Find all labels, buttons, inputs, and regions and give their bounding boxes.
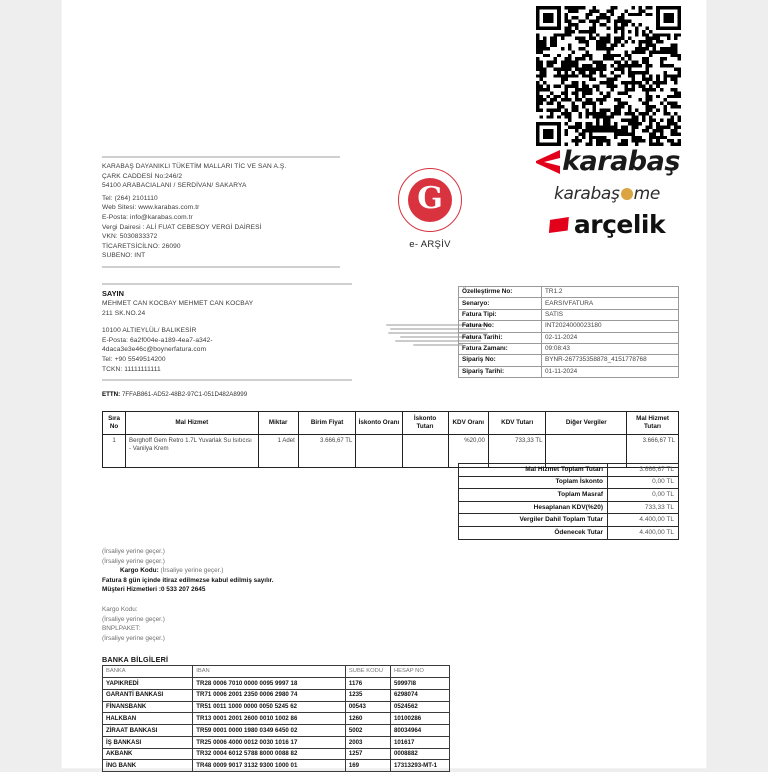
bank-branch-code: 1235 — [345, 689, 390, 701]
bank-iban: TR13 0001 2001 2600 0010 1002 86 — [193, 713, 346, 725]
bank-branch-code: 5002 — [345, 725, 390, 737]
bank-iban: TR32 0004 6012 5788 8000 0088 82 — [193, 748, 346, 760]
meta-row — [459, 343, 679, 354]
totals-label: Toplam Masraf — [459, 489, 608, 502]
meta-value: 09:08:43 — [542, 343, 679, 354]
bank-iban: TR59 0001 0000 1980 0349 6450 02 — [193, 725, 346, 737]
buyer-rule-top — [102, 283, 352, 285]
cargo-code-value: (İrsaliye yerine geçer.) — [160, 567, 224, 575]
line-item-quantity: 1 Adet — [258, 435, 298, 468]
seller-rule-bottom — [102, 266, 340, 268]
bank-name: ZİRAAT BANKASI — [103, 725, 193, 737]
bank-account-no: 101617 — [391, 736, 450, 748]
bank-row — [103, 748, 450, 760]
ettn-value: 7FFAB861-AD52-48B2-97C1-051D482A8999 — [121, 391, 248, 398]
line-item-vat-amount: 733,33 TL — [488, 435, 546, 468]
objection-notice: Fatura 8 gün içinde itiraz edilmezse kabul edilmiş sayılır. — [102, 576, 274, 584]
arcelik-wordmark: arçelik — [573, 210, 666, 239]
bank-iban: TR25 0006 4000 0012 0030 1016 17 — [193, 736, 346, 748]
meta-key: Sipariş Tarihi: — [459, 366, 542, 377]
meta-row — [459, 332, 679, 343]
bank-row — [103, 713, 450, 725]
line-item-description: Berghoff Gem Retro 1.7L Yuvarlak Su Isıtıcısı - Vanilya Krem — [126, 435, 258, 468]
totals-value: 733,33 TL — [608, 501, 679, 514]
earsiv-label: e- ARŞİV — [409, 239, 451, 250]
qr-code-canvas — [536, 6, 681, 146]
totals-label: Ödenecek Tutar — [459, 526, 608, 539]
karabas-home-wordmark-s: ş — [611, 184, 620, 204]
seller-website: Web Sitesi: www.karabas.com.tr — [102, 204, 200, 212]
bank-name: HALKBAN — [103, 713, 193, 725]
line-item-line-total: 3.666,67 TL — [627, 435, 679, 468]
buyer-info — [102, 283, 352, 381]
line-item-discount-amount — [402, 435, 448, 468]
seller-rule-top — [102, 156, 340, 158]
arcelik-mark-icon — [549, 217, 569, 233]
karabas-home-wordmark-right: me — [633, 184, 661, 204]
buyer-heading: SAYIN — [102, 289, 124, 298]
totals-row — [459, 464, 679, 477]
bank-col-header: HESAP NO — [391, 666, 450, 678]
totals-value: 3.666,67 TL — [608, 464, 679, 477]
bank-account-no: 10100286 — [391, 713, 450, 725]
bank-col-header: IBAN — [193, 666, 346, 678]
seller-vkn: VKN: 5030833372 — [102, 233, 158, 241]
bank-col-header: SUBE KODU — [345, 666, 390, 678]
bank-iban: TR48 0009 9017 3132 9300 1000 01 — [193, 760, 346, 772]
meta-value: 01-11-2024 — [542, 366, 679, 377]
customer-service-line: Müşteri Hizmetleri :0 533 207 2645 — [102, 586, 206, 594]
items-col-header: Mal Hizmet — [126, 412, 258, 435]
meta-value: 02-11-2024 — [542, 332, 679, 343]
invoice-meta-table — [458, 286, 679, 378]
meta-key: Senaryo: — [459, 298, 542, 309]
meta-row — [459, 366, 679, 377]
bank-account-no: 80034964 — [391, 725, 450, 737]
bank-col-header: BANKA — [103, 666, 193, 678]
meta-row — [459, 298, 679, 309]
meta-row — [459, 321, 679, 332]
bank-account-no: 6298074 — [391, 689, 450, 701]
items-col-header: KDV Tutarı — [488, 412, 546, 435]
seller-subeno: SUBENO: INT — [102, 252, 146, 260]
invoice-notes — [102, 547, 422, 643]
buyer-email-line1: E-Posta: 6a2f004e-a189-4ea7-a342- — [102, 336, 213, 344]
note-line-5: BNPLPAKET: — [102, 625, 141, 633]
items-col-header: İskonto Oranı — [356, 412, 402, 435]
buyer-email-line2: 4daca3e3e46c@boynerfatura.com — [102, 346, 207, 354]
bank-row — [103, 678, 450, 690]
bank-row — [103, 689, 450, 701]
meta-key: Fatura No: — [459, 321, 542, 332]
buyer-rule-bottom — [102, 379, 352, 381]
seller-email: E-Posta: info@karabas.com.tr — [102, 213, 193, 221]
buyer-address-line1: 211 SK.NO.24 — [102, 309, 146, 317]
bank-iban: TR28 0006 7010 0000 0095 9997 18 — [193, 678, 346, 690]
bank-name: FİNANSBANK — [103, 701, 193, 713]
meta-row — [459, 355, 679, 366]
meta-key: Özelleştirme No: — [459, 287, 542, 298]
note-line-1: (İrsaliye yerine geçer.) — [102, 548, 165, 555]
line-item-unit-price: 3.666,67 TL — [298, 435, 356, 468]
bank-branch-code: 1176 — [345, 678, 390, 690]
bank-account-no: 0524562 — [391, 701, 450, 713]
bank-row — [103, 760, 450, 772]
totals-row — [459, 489, 679, 502]
items-col-header: KDV Oranı — [448, 412, 488, 435]
line-item-vat-rate: %20,00 — [448, 435, 488, 468]
seller-name: KARABAŞ DAYANIKLI TÜKETİM MALLARI TİC VE SAN A.Ş. — [102, 163, 287, 170]
meta-value: TR1.2 — [542, 287, 679, 298]
meta-row — [459, 287, 679, 298]
totals-label: Hesaplanan KDV(%20) — [459, 501, 608, 514]
meta-key: Fatura Zamanı: — [459, 343, 542, 354]
bank-branch-code: 00543 — [345, 701, 390, 713]
note-line-6: (İrsaliye yerine geçer.) — [102, 634, 165, 642]
line-item-discount-rate — [356, 435, 402, 468]
items-col-header: Diğer Vergiler — [546, 412, 627, 435]
items-col-header: Sıra No — [103, 412, 126, 435]
totals-row — [459, 476, 679, 489]
items-col-header: Birim Fiyat — [298, 412, 356, 435]
buyer-address-line2: 10100 ALTIEYLÜL/ BALIKESİR — [102, 327, 197, 335]
ettn-label: ETTN: — [102, 391, 121, 398]
qr-code — [536, 6, 681, 146]
meta-key: Fatura Tarihi: — [459, 332, 542, 343]
meta-key: Fatura Tipi: — [459, 309, 542, 320]
bank-iban: TR51 0011 1000 0000 0050 5245 62 — [193, 701, 346, 713]
karabas-wordmark: karabaş — [562, 146, 680, 177]
karabas-home-wordmark-left: karaba — [553, 184, 612, 204]
bank-name: İNG BANK — [103, 760, 193, 772]
bank-account-no: 17313293-MT-1 — [391, 760, 450, 772]
karabas-chevron-icon — [534, 149, 562, 175]
brand-logos — [522, 145, 692, 250]
note-line-2: (İrsaliye yerine geçer.) — [102, 557, 165, 565]
cargo-code-label: Kargo Kodu: — [120, 567, 159, 575]
bank-name: İŞ BANKASI — [103, 736, 193, 748]
buyer-tckn: TCKN: 11111111111 — [102, 365, 161, 373]
bank-branch-code: 169 — [345, 760, 390, 772]
gib-seal-inner — [408, 178, 452, 222]
karabas-home-logo — [522, 183, 692, 205]
seller-address-line1: ÇARK CADDESİ No:246/2 — [102, 172, 183, 180]
gib-seal-glyph: G — [417, 181, 443, 216]
bank-details-table — [102, 665, 450, 772]
totals-value: 4.400,00 TL — [608, 526, 679, 539]
bank-name: AKBANK — [103, 748, 193, 760]
invoice-page — [62, 0, 706, 768]
meta-value: SATIS — [542, 309, 679, 320]
meta-value: INT2024000023180 — [542, 321, 679, 332]
items-col-header: Miktar — [258, 412, 298, 435]
note-cargo-row — [102, 566, 422, 576]
karabas-logo — [522, 145, 692, 179]
totals-label: Toplam İskonto — [459, 476, 608, 489]
line-items-header-row — [103, 412, 679, 435]
totals-value: 0,00 TL — [608, 476, 679, 489]
bank-branch-code: 1260 — [345, 713, 390, 725]
karabas-home-dot-icon — [621, 188, 633, 200]
totals-label: Mal Hizmet Toplam Tutarı — [459, 464, 608, 477]
note-line-4: (İrsaliye yerine geçer.) — [102, 615, 165, 623]
bank-header-row — [103, 666, 450, 678]
seller-tel: Tel: (264) 2101110 — [102, 194, 158, 202]
ettn-line — [102, 391, 432, 398]
bank-row — [103, 701, 450, 713]
note-line-3: Kargo Kodu: — [102, 605, 138, 613]
items-col-header: Mal Hizmet Tutarı — [627, 412, 679, 435]
bank-name: GARANTİ BANKASI — [103, 689, 193, 701]
bank-iban: TR71 0006 2001 2350 0006 2980 74 — [193, 689, 346, 701]
seller-trade-registry: TİCARETSİCİLNO: 26090 — [102, 242, 181, 250]
buyer-tel: Tel: +90 5549514200 — [102, 355, 166, 363]
arcelik-logo — [522, 211, 692, 239]
meta-value: BYNR-267735358878_4151778768 — [542, 355, 679, 366]
bank-account-no: 59997l8 — [391, 678, 450, 690]
bank-row — [103, 736, 450, 748]
seller-tax-office: Vergi Dairesi : ALİ FUAT CEBESOY VERGİ DAİRESİ — [102, 223, 262, 231]
totals-label: Vergiler Dahil Toplam Tutar — [459, 514, 608, 527]
totals-value: 4.400,00 TL — [608, 514, 679, 527]
meta-row — [459, 309, 679, 320]
meta-key: Sipariş No: — [459, 355, 542, 366]
meta-value: EARSIVFATURA — [542, 298, 679, 309]
bank-account-no: 0008882 — [391, 748, 450, 760]
bank-name: YAPIKREDİ — [103, 678, 193, 690]
totals-row — [459, 514, 679, 527]
totals-row — [459, 501, 679, 514]
bank-branch-code: 1257 — [345, 748, 390, 760]
seller-info — [102, 156, 340, 268]
totals-table — [458, 463, 679, 540]
totals-value: 0,00 TL — [608, 489, 679, 502]
items-col-header: İskonto Tutarı — [402, 412, 448, 435]
bank-branch-code: 2003 — [345, 736, 390, 748]
bank-row — [103, 725, 450, 737]
seller-address-line2: 54100 ARABACIALANI / SERDİVAN/ SAKARYA — [102, 182, 247, 190]
earsiv-seal-block — [380, 168, 480, 250]
bank-section-title: BANKA BİLGİLERİ — [102, 655, 169, 664]
line-items-table — [102, 411, 679, 468]
buyer-name: MEHMET CAN KOCBAY MEHMET CAN KOCBAY — [102, 300, 254, 307]
gib-seal-icon — [398, 168, 462, 232]
line-item-no: 1 — [103, 435, 126, 468]
totals-row — [459, 526, 679, 539]
